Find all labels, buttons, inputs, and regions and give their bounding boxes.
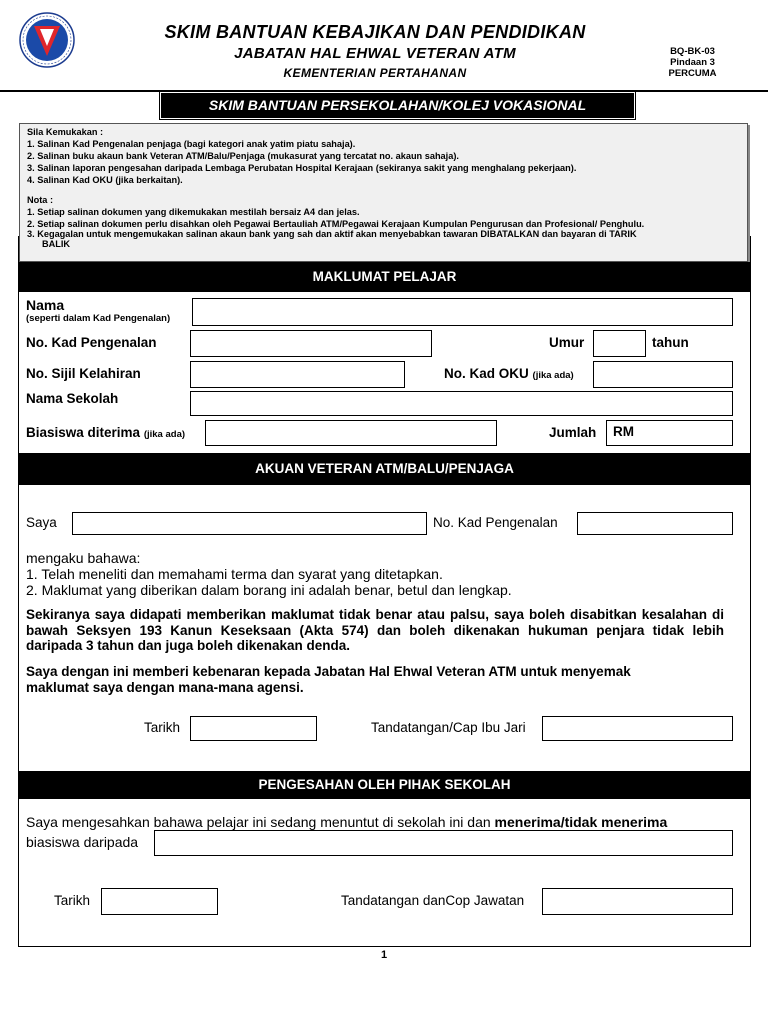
nama-note: (seperti dalam Kad Pengenalan) bbox=[26, 313, 171, 324]
notice-heading: Sila Kemukakan : bbox=[27, 127, 104, 137]
tahun-label: tahun bbox=[652, 335, 689, 350]
akuan-tarikh-label: Tarikh bbox=[144, 720, 181, 735]
nota-item: 2. Setiap salinan dokumen perlu disahkan oleh Pegawai Bertauliah ATM/Pegawai Kerajaan Kumpulan Pengurusan dan Profesional/ Penghulu. bbox=[27, 219, 645, 229]
sekolah-label: Nama Sekolah bbox=[26, 391, 119, 406]
sijil-field[interactable] bbox=[190, 361, 405, 388]
biasiswa-label bbox=[26, 425, 185, 440]
saya-label: Saya bbox=[26, 515, 57, 530]
akuan-ic-label: No. Kad Pengenalan bbox=[433, 515, 558, 530]
umur-field[interactable] bbox=[593, 330, 646, 357]
nama-field[interactable] bbox=[192, 298, 733, 326]
veteran-atm-logo bbox=[16, 12, 78, 68]
mengaku-text: mengaku bahawa: bbox=[26, 550, 141, 566]
notice-item: 4. Salinan Kad OKU (jika berkaitan). bbox=[27, 175, 183, 185]
sekolah-tarikh-field[interactable] bbox=[101, 888, 218, 915]
form-code: BQ-BK-03 bbox=[670, 46, 715, 57]
akuan-ic-field[interactable] bbox=[577, 512, 733, 535]
declaration-point-2: 2. Maklumat yang diberikan dalam borang ini adalah benar, betul dan lengkap. bbox=[26, 582, 512, 598]
nama-label: Nama bbox=[26, 297, 65, 313]
notice-item: 3. Salinan laporan pengesahan daripada Lembaga Perubatan Hospital Kerajaan (sekiranya sakit yang menghalang pekerjaan). bbox=[27, 163, 577, 173]
header-title-main: SKIM BANTUAN KEBAJIKAN DAN PENDIDIKAN bbox=[164, 22, 586, 42]
ic-field[interactable] bbox=[190, 330, 432, 357]
nota-heading: Nota : bbox=[27, 195, 54, 205]
jumlah-field[interactable] bbox=[606, 420, 733, 446]
sekolah-signature-field[interactable] bbox=[542, 888, 733, 915]
section-maklumat-pelajar-header: MAKLUMAT PELAJAR bbox=[19, 262, 750, 292]
form-price: PERCUMA bbox=[668, 68, 717, 79]
consent-paragraph: Saya dengan ini memberi kebenaran kepada Jabatan Hal Ehwal Veteran ATM untuk menyemak maklumat saya dengan mana-mana agensi. bbox=[26, 664, 631, 695]
declaration-point-1: 1. Telah meneliti dan memahami terma dan syarat yang ditetapkan. bbox=[26, 566, 443, 582]
akuan-tarikh-field[interactable] bbox=[190, 716, 317, 741]
akuan-signature-field[interactable] bbox=[542, 716, 733, 741]
oku-label-note: (jika ada) bbox=[532, 370, 574, 381]
oku-label-text: No. Kad OKU bbox=[444, 366, 529, 381]
warning-paragraph: Sekiranya saya didapati memberikan maklumat tidak benar atau palsu, saya boleh disabitkan kesalahan di bawah Seksyen 193 Kanun Keseksaan (Akta 574) dan boleh dikenakan hukuman penjara tidak lebih daripada 3 tahun dan juga boleh dikenakan denda. bbox=[26, 607, 724, 653]
nota-item: 1. Setiap salinan dokumen yang dikemukakan mestilah bersaiz A4 dan jelas. bbox=[27, 207, 360, 217]
jumlah-label: Jumlah bbox=[549, 425, 597, 440]
saya-name-field[interactable] bbox=[72, 512, 427, 535]
ic-label: No. Kad Pengenalan bbox=[26, 335, 157, 350]
notice-item: 1. Salinan Kad Pengenalan penjaga (bagi kategori anak yatim piatu sahaja). bbox=[27, 139, 356, 149]
header-title-department: JABATAN HAL EHWAL VETERAN ATM bbox=[234, 45, 516, 62]
biasiswa-daripada-field[interactable] bbox=[154, 830, 733, 856]
oku-field[interactable] bbox=[593, 361, 733, 388]
biasiswa-label-note: (jika ada) bbox=[143, 429, 186, 440]
form-revision: Pindaan 3 bbox=[670, 57, 715, 68]
header-title-ministry: KEMENTERIAN PERTAHANAN bbox=[283, 66, 467, 80]
biasiswa-field[interactable] bbox=[205, 420, 497, 446]
sekolah-field[interactable] bbox=[190, 391, 733, 416]
umur-label: Umur bbox=[549, 335, 585, 350]
nota-item: 3. Kegagalan untuk mengemukakan salinan akaun bank yang sah dan aktif akan menyebabkan tawaran DIBATALKAN dan bayaran di TARIK bbox=[27, 229, 637, 239]
sekolah-tarikh-label: Tarikh bbox=[54, 893, 91, 908]
nota-item: BALIK bbox=[42, 239, 71, 249]
pengesahan-statement bbox=[26, 814, 667, 830]
pengesahan-statement-choice: menerima/tidak menerima bbox=[494, 814, 668, 830]
akuan-signature-label: Tandatangan/Cap Ibu Jari bbox=[371, 720, 526, 735]
page-number: 1 bbox=[380, 949, 388, 961]
header-divider bbox=[0, 90, 768, 92]
pengesahan-statement-text: Saya mengesahkan bahawa pelajar ini sedang menuntut di sekolah ini dan bbox=[26, 814, 495, 830]
sijil-label: No. Sijil Kelahiran bbox=[26, 366, 141, 381]
form-title: SKIM BANTUAN PERSEKOLAHAN/KOLEJ VOKASIONAL bbox=[161, 93, 634, 118]
biasiswa-label-text: Biasiswa diterima bbox=[26, 425, 141, 440]
oku-label bbox=[444, 366, 574, 381]
notice-item: 2. Salinan buku akaun bank Veteran ATM/Balu/Penjaga (mukasurat yang tercatat no. akaun sahaja). bbox=[27, 151, 459, 161]
section-akuan-header: AKUAN VETERAN ATM/BALU/PENJAGA bbox=[19, 453, 750, 485]
currency-prefix: RM bbox=[613, 424, 634, 439]
biasiswa-daripada-label: biasiswa daripada bbox=[26, 834, 139, 850]
section-pengesahan-header: PENGESAHAN OLEH PIHAK SEKOLAH bbox=[19, 771, 750, 799]
sekolah-signature-label: Tandatangan danCop Jawatan bbox=[341, 893, 525, 908]
